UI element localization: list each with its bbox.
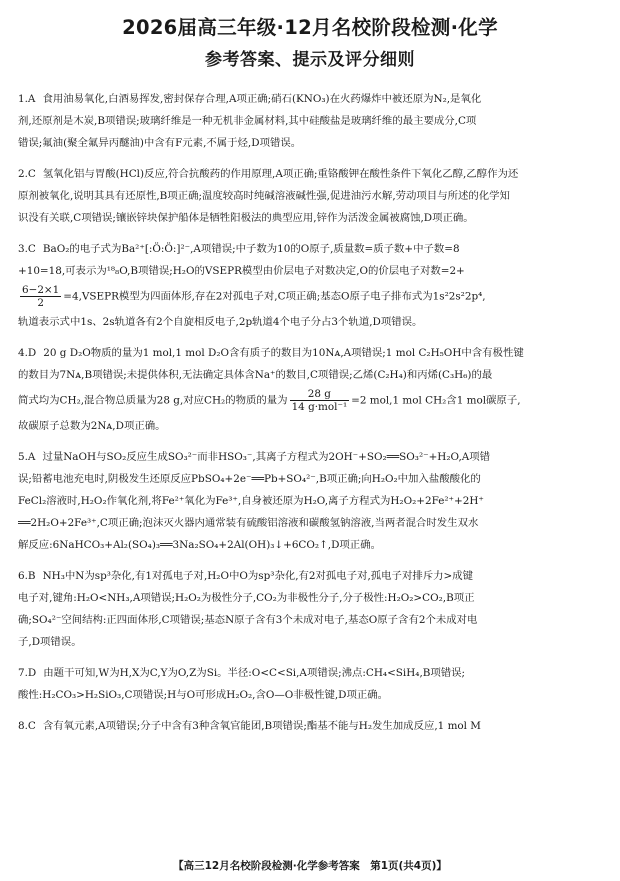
page-title: 2026届高三年级·12月名校阶段检测·化学 bbox=[122, 16, 498, 39]
question-answer: D bbox=[27, 347, 37, 359]
explanation-line: FeCl₂溶液时,H₂O₂作氧化剂,将Fe²⁺氧化为Fe³⁺,自身被还原为H₂O,离子方程式为H₂O₂+2Fe²⁺+2H⁺ bbox=[18, 495, 484, 507]
fraction-numerator: 28 g bbox=[290, 388, 350, 401]
answer-item bbox=[18, 342, 604, 437]
question-answer: B bbox=[27, 570, 36, 582]
fraction-line bbox=[18, 282, 604, 311]
question-number: 5. bbox=[18, 451, 28, 463]
explanation-line: 过量NaOH与SO₂反应生成SO₃²⁻而非HSO₃⁻,其离子方程式为2OH⁻+SO₂══SO₃²⁻+H₂O,A项错 bbox=[42, 451, 491, 463]
explanation-line: =4,VSEPR模型为四面体形,存在2对孤电子对,C项正确;基态O原子电子排布式为1s²2s²2p⁴, bbox=[63, 290, 486, 303]
question-number: 2. bbox=[18, 168, 28, 180]
question-number: 7. bbox=[18, 667, 28, 679]
fraction-line bbox=[18, 386, 604, 415]
question-number: 4. bbox=[18, 347, 28, 359]
answer-item bbox=[18, 662, 604, 706]
answer-item bbox=[18, 238, 604, 333]
answer-item bbox=[18, 163, 604, 229]
explanation-line: +10=18,可表示为¹⁸₈O,B项错误;H₂O的VSEPR模型由价层电子对数决定,O的价层电子对数=2+ bbox=[18, 265, 465, 277]
fraction bbox=[290, 388, 350, 413]
explanation-line: 电子对,键角:H₂O<NH₃,A项错误;H₂O₂为极性分子,CO₂为非极性分子,分子极性:H₂O₂>CO₂,B项正 bbox=[18, 592, 475, 604]
question-number: 6. bbox=[18, 570, 28, 582]
fraction-denominator: 14 g·mol⁻¹ bbox=[291, 401, 348, 413]
answer-item bbox=[18, 565, 604, 653]
answer-item bbox=[18, 446, 604, 556]
explanation-line: 故碳原子总数为2Nᴀ,D项正确。 bbox=[18, 420, 166, 432]
explanation-line: 轨道表示式中1s、2s轨道各有2个自旋相反电子,2p轨道4个电子分占3个轨道,D项错误。 bbox=[18, 316, 423, 328]
question-answer: A bbox=[27, 93, 36, 105]
explanation-line: 原剂被氧化,说明其具有还原性,B项正确;温度较高时纯碱溶液碱性强,促进油污水解,劳动项目与所述的化学知 bbox=[18, 190, 510, 202]
fraction bbox=[20, 284, 61, 309]
answer-item bbox=[18, 715, 604, 737]
question-answer: C bbox=[27, 168, 36, 180]
explanation-line: ══2H₂O+2Fe³⁺,C项正确;泡沫灭火器内通常装有硫酸铝溶液和碳酸氢钠溶液,当两者混合时发生双水 bbox=[18, 517, 479, 529]
question-number: 8. bbox=[18, 720, 28, 732]
page-subtitle: 参考答案、提示及评分细则 bbox=[205, 50, 415, 70]
explanation-line: 的数目为7Nᴀ,B项错误;未提供体积,无法确定具体含Na⁺的数目,C项错误;乙烯(C₂H₄)和丙烯(C₃H₆)的最 bbox=[18, 369, 493, 381]
explanation-line: 氢氧化铝与胃酸(HCl)反应,符合抗酸药的作用原理,A项正确;重铬酸钾在酸性条件下氧化乙醇,乙醇作为还 bbox=[42, 168, 519, 180]
explanation-line: 简式均为CH₂,混合物总质量为28 g,对应CH₂的物质的量为 bbox=[18, 394, 288, 407]
explanation-line: 误;铅蓄电池充电时,阴极发生还原反应PbSO₄+2e⁻══Pb+SO₄²⁻,B项正确;向H₂O₂中加入盐酸酸化的 bbox=[18, 473, 481, 485]
question-answer: A bbox=[27, 451, 36, 463]
page-footer: 【高三12月名校阶段检测·化学参考答案 第1页(共4页)】 bbox=[173, 860, 447, 872]
question-answer: C bbox=[27, 243, 36, 255]
explanation-line: NH₃中N为sp³杂化,有1对孤电子对,H₂O中O为sp³杂化,有2对孤电子对,孤电子对排斥力>成键 bbox=[42, 570, 473, 582]
explanation-line: =2 mol,1 mol CH₂含1 mol碳原子, bbox=[351, 394, 521, 407]
explanation-line: 20 g D₂O物质的量为1 mol,1 mol D₂O含有质子的数目为10Nᴀ,A项错误;1 mol C₂H₅OH中含有极性键 bbox=[43, 347, 524, 359]
explanation-line: 解反应:6NaHCO₃+Al₂(SO₄)₃══3Na₂SO₄+2Al(OH)₃↓+6CO₂↑,D项正确。 bbox=[18, 539, 381, 551]
explanation-line: 酸性:H₂CO₃>H₂SiO₃,C项错误;H与O可形成H₂O₂,含O—O非极性键,D项正确。 bbox=[18, 689, 389, 701]
explanation-line: 由题干可知,W为H,X为C,Y为O,Z为Si。半径:O<C<Si,A项错误;沸点:CH₄<SiH₄,B项错误; bbox=[43, 667, 466, 679]
explanation-line: BaO₂的电子式为Ba²⁺[:Ö:Ö:]²⁻,A项错误;中子数为10的O原子,质量数=质子数+中子数=8 bbox=[42, 243, 460, 255]
fraction-denominator: 2 bbox=[37, 297, 44, 309]
question-number: 1. bbox=[18, 93, 28, 105]
question-answer: C bbox=[27, 720, 36, 732]
question-answer: D bbox=[27, 667, 37, 679]
fraction-numerator: 6−2×1 bbox=[22, 284, 60, 296]
answer-list bbox=[18, 88, 604, 746]
explanation-line: 食用油易氧化,白酒易挥发,密封保存合理,A项正确;硝石(KNO₃)在火药爆炸中被还原为N₂,是氧化 bbox=[42, 93, 482, 105]
question-number: 3. bbox=[18, 243, 28, 255]
explanation-line: 子,D项错误。 bbox=[18, 636, 82, 648]
explanation-line: 错误;氟油(聚全氟异丙醚油)中含有F元素,不属于烃,D项错误。 bbox=[18, 137, 302, 149]
explanation-line: 剂,还原剂是木炭,B项错误;玻璃纤维是一种无机非金属材料,其中硅酸盐是玻璃纤维的最主要成分,C项 bbox=[18, 115, 477, 127]
answer-item bbox=[18, 88, 604, 154]
explanation-line: 确;SO₄²⁻空间结构:正四面体形,C项错误;基态N原子含有3个未成对电子,基态O原子含有2个未成对电 bbox=[18, 614, 478, 626]
explanation-line: 含有氧元素,A项错误;分子中含有3种含氧官能团,B项错误;酯基不能与H₂发生加成反应,1 mol M bbox=[42, 720, 481, 732]
explanation-line: 识没有关联,C项错误;镶嵌锌块保护船体是牺牲阳极法的典型应用,锌作为活泼金属被腐蚀,D项正确。 bbox=[18, 212, 474, 224]
